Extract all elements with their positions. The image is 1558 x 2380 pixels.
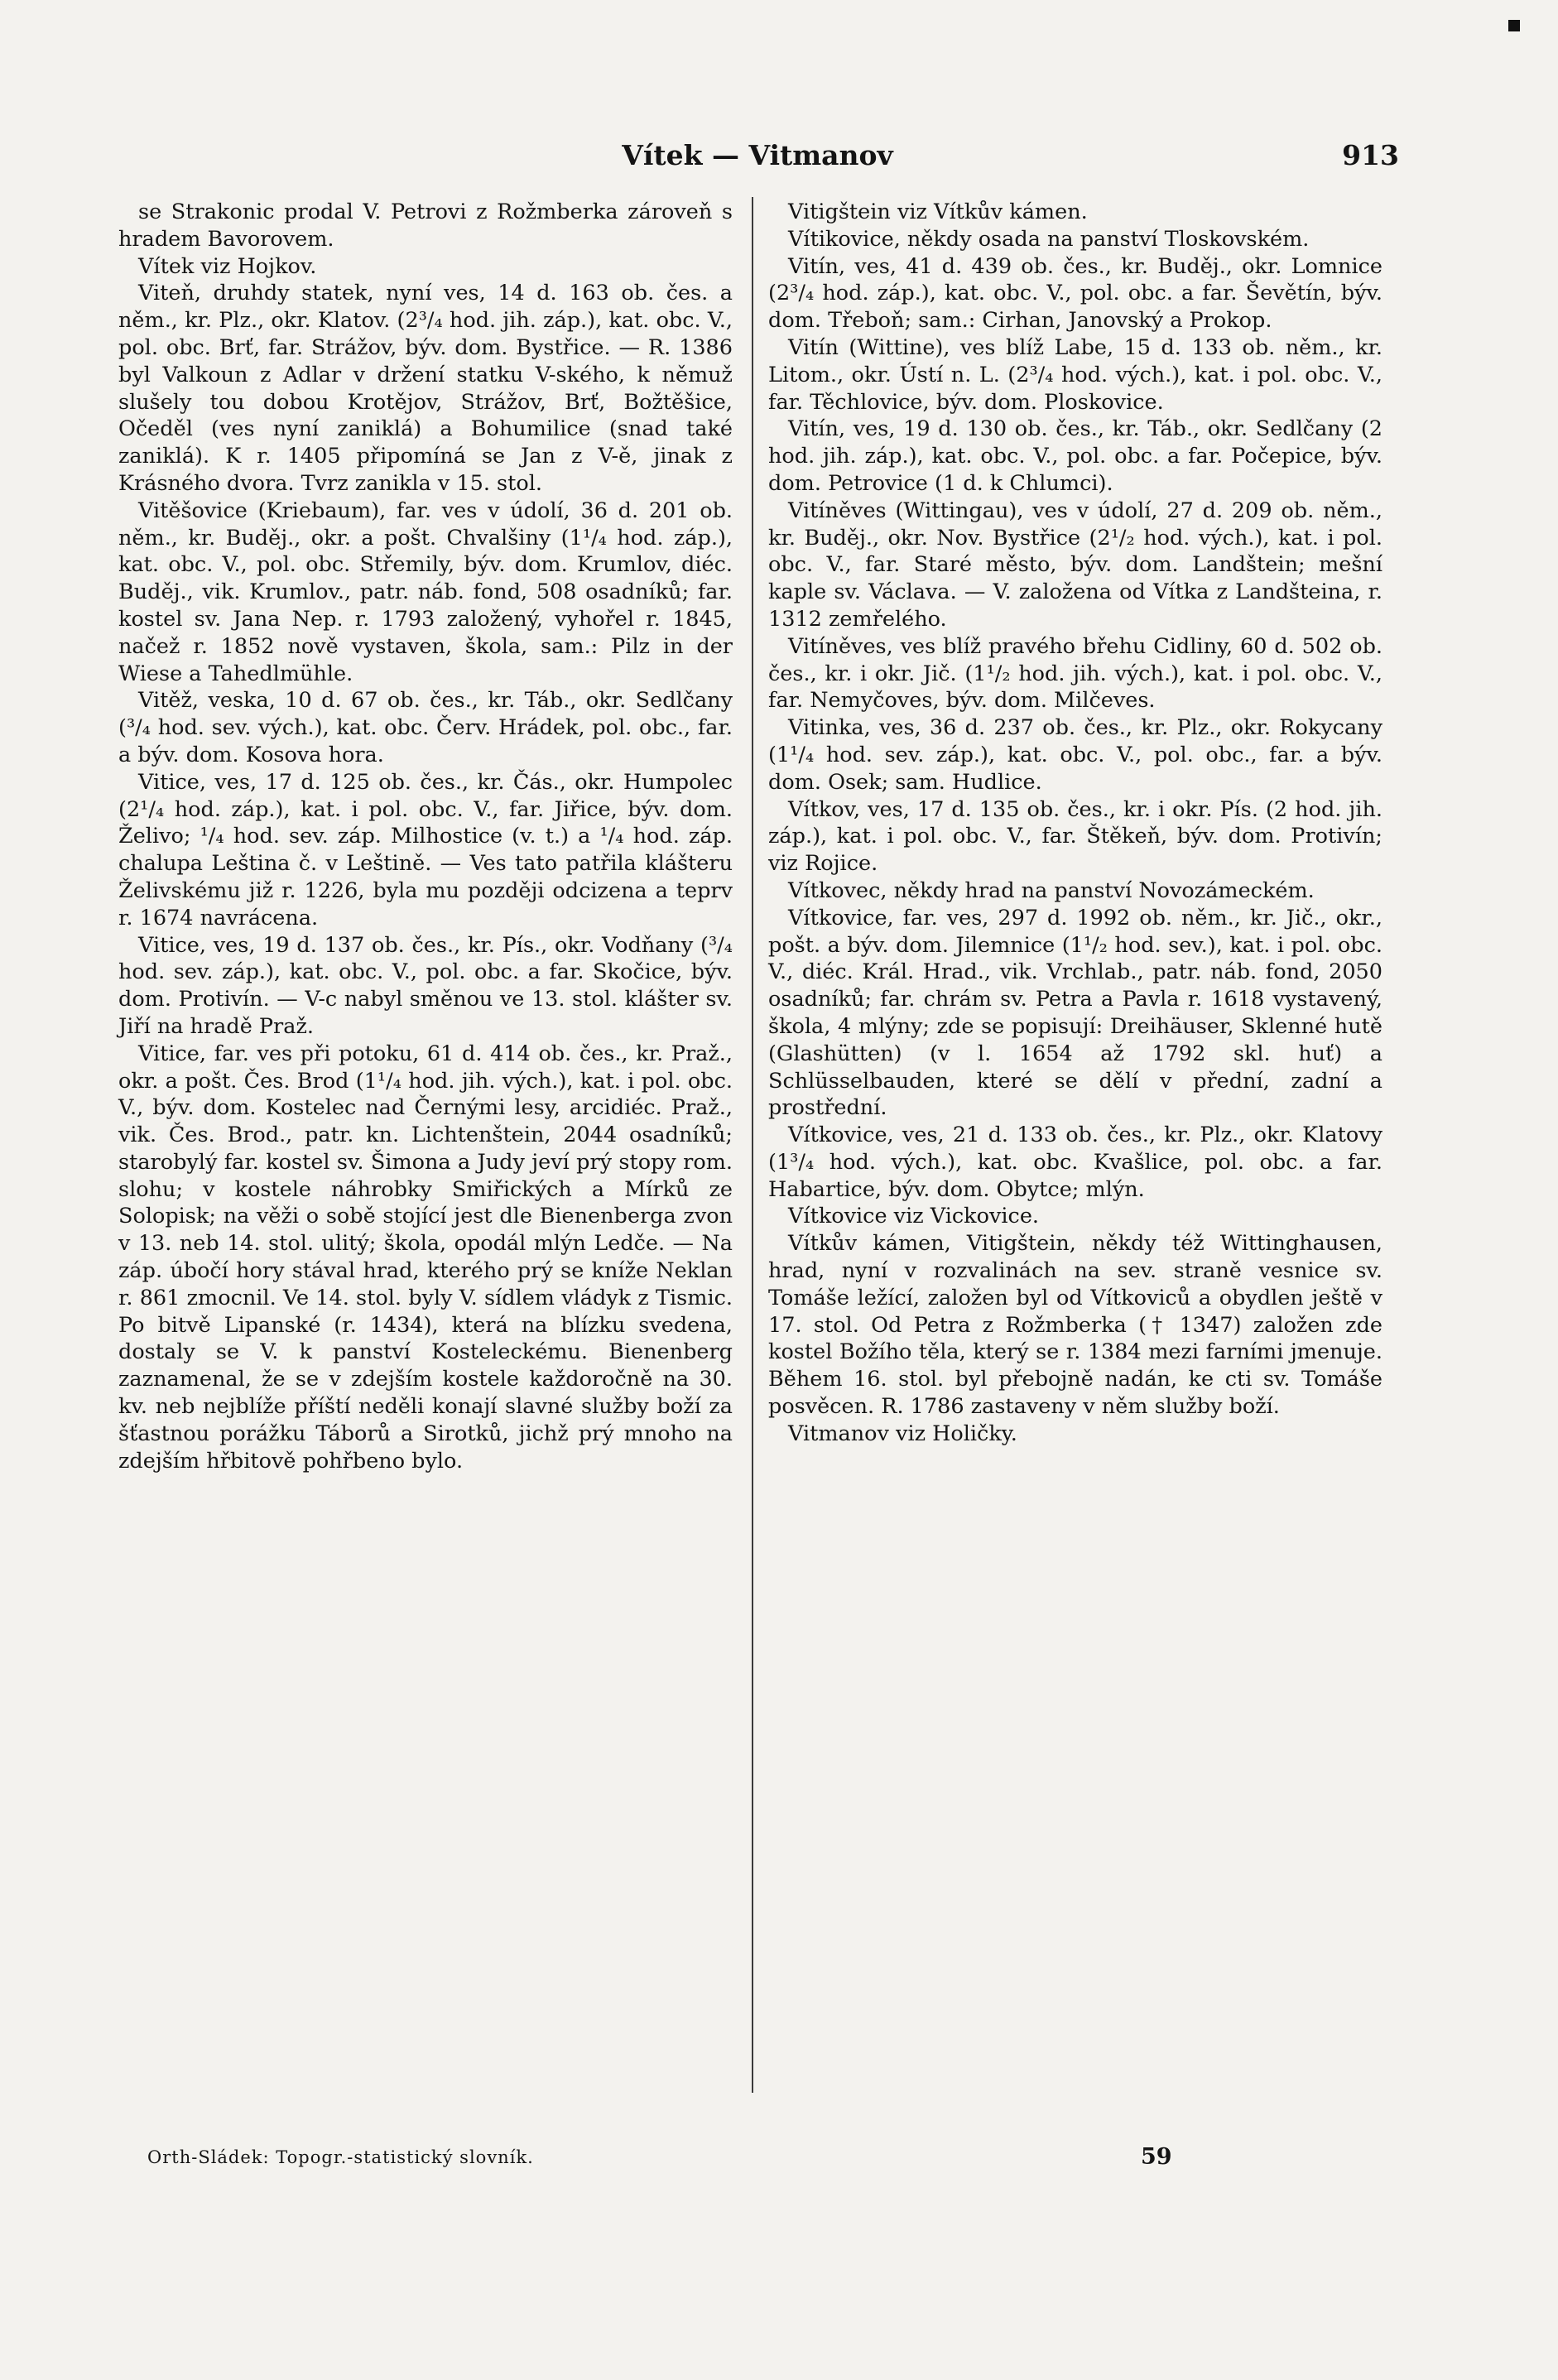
entry-paragraph: Vitín, ves, 41 d. 439 ob. čes., kr. Buděj., okr. Lomnice (2³/₄ hod. záp.), kat. obc. V., pol. obc. a far. Ševětín, býv. dom. Třeboň; sam.: Cirhan, Janovský a Prokop. (768, 253, 1382, 334)
entry-paragraph: se Strakonic prodal V. Petrovi z Rožmberka zároveň s hradem Bavorovem. (118, 200, 733, 252)
entry-paragraph: Vitín (Wittine), ves blíž Labe, 15 d. 133 ob. něm., kr. Litom., okr. Ústí n. L. (2³/₄ hod. vých.), kat. i pol. obc. V., far. Těchlovice, býv. dom. Ploskovice. (768, 334, 1382, 415)
entry-paragraph: Vitíněves, ves blíž pravého břehu Cidliny, 60 d. 502 ob. čes., kr. i okr. Jič. (1¹/₂ hod. jih. vých.), kat. i pol. obc. V., far. Nemyčoves, býv. dom. Milčeves. (768, 633, 1382, 714)
page-number: 913 (1342, 139, 1399, 171)
entry-paragraph: Vitice, ves, 17 d. 125 ob. čes., kr. Čás., okr. Humpolec (2¹/₄ hod. záp.), kat. i pol. obc. V., far. Jiřice, býv. dom. Želivo; ¹/₄ hod. sev. záp. Milhostice (v. t.) a ¹/₄ hod. záp. chalupa Leština č. v Leštině. — Ves tato patřila klášteru Želivskému již r. 1226, byla mu později odcizena a teprv r. 1674 navrácena. (118, 769, 733, 930)
page-header (116, 139, 1399, 185)
entry-paragraph: Viteň, druhdy statek, nyní ves, 14 d. 163 ob. čes. a něm., kr. Plz., okr. Klatov. (2³/₄ hod. jih. záp.), kat. obc. V., pol. obc. Brť, far. Strážov, býv. dom. Bystřice. — R. 1386 byl Valkoun z Adlar v držení statku V-ského, k němuž slušely tou dobou Krotějov, Strážov, Brť, Božtěšice, Očeděl (ves nyní zaniklá) a Bohumilice (snad také zaniklá). K r. 1405 připomíná se Jan z V-ě, jinak z Krásného dvora. Tvrz zanikla v 15. stol. (118, 281, 733, 496)
entry-paragraph: Vítkův kámen, Vitigštein, někdy též Wittinghausen, hrad, nyní v rozvalinách na sev. straně vesnice sv. Tomáše ležící, založen byl od Vítkoviců a obydlen ještě v 17. stol. Od Petra z Rožmberka († 1347) založen zde kostel Božího těla, který se r. 1384 mezi farními jmenuje. Během 16. stol. byl přebojně nadán, ke cti sv. Tomáše posvěcen. R. 1786 zastaveny v něm služby boží. (768, 1231, 1382, 1420)
entry-paragraph: Vitěž, veska, 10 d. 67 ob. čes., kr. Táb., okr. Sedlčany (³/₄ hod. sev. vých.), kat. obc. Červ. Hrádek, pol. obc., far. a býv. dom. Kosova hora. (118, 688, 733, 767)
column-divider (752, 197, 753, 2093)
entry-paragraph: Vítkovice, far. ves, 297 d. 1992 ob. něm., kr. Jič., okr., pošt. a býv. dom. Jilemnice (1¹/₂ hod. sev.), kat. i pol. obc. V., diéc. Král. Hrad., vik. Vrchlab., patr. náb. fond, 2050 osadníků; far. chrám sv. Petra a Pavla r. 1618 vystavený, škola, 4 mlýny; zde se popisují: Dreihäuser, Sklenné hutě (Glashütten) (v l. 1654 až 1792 skl. huť) a Schlüsselbauden, které se dělí v přední, zadní a prostřední. (768, 905, 1382, 1121)
entry-paragraph: Vitice, far. ves při potoku, 61 d. 414 ob. čes., kr. Praž., okr. a pošt. Čes. Brod (1¹/₄ hod. jih. vých.), kat. i pol. obc. V., býv. dom. Kostelec nad Černými lesy, arcidiéc. Praž., vik. Čes. Brod., patr. kn. Lichtenštein, 2044 osadníků; starobylý far. kostel sv. Šimona a Judy jeví prý stopy rom. slohu; v kostele náhrobky Smiřických a Mírků ze Solopisk; na věži o sobě stojící jest dle Bienenberga zvon v 13. neb 14. stol. ulitý; škola, opodál mlýn Ledče. — Na záp. úbočí hory stával hrad, kterého prý se kníže Neklan r. 861 zmocnil. Ve 14. stol. byly V. sídlem vládyk z Tismic. Po bitvě Lipanské (r. 1434), která na blízku svedena, dostaly se V. k panství Kosteleckému. Bienenberg zaznamenal, že se v zdejším kostele každoročně na 30. kv. neb nejblíže příští neděli konají slavné služby boží za šťastnou porážku Táborů a Sirotků, jichž prý mnoho na zdejším hřbitově pohřbeno bylo. (118, 1041, 733, 1474)
entry-paragraph: Vítkovice viz Vickovice. (788, 1204, 1040, 1229)
entry-paragraph: Vítkovice, ves, 21 d. 133 ob. čes., kr. Plz., okr. Klatovy (1³/₄ hod. vých.), kat. obc. Kvašlice, pol. obc. a far. Habartice, býv. dom. Obytce; mlýn. (768, 1123, 1382, 1202)
entry-paragraph: Vítek viz Hojkov. (138, 253, 317, 279)
right-column (768, 199, 1382, 1448)
entry-paragraph: Vitinka, ves, 36 d. 237 ob. čes., kr. Plz., okr. Rokycany (1¹/₄ hod. sev. záp.), kat. obc. V., pol. obc., far. a býv. dom. Osek; sam. Hudlice. (768, 715, 1382, 795)
footer-credit: Orth-Sládek: Topogr.-statistický slovník. (147, 2147, 534, 2167)
running-title: Vítek — Vitmanov (622, 139, 893, 171)
entry-paragraph: Vitigštein viz Vítkův kámen. (788, 200, 1088, 224)
entry-paragraph: Vítkov, ves, 17 d. 135 ob. čes., kr. i okr. Pís. (2 hod. jih. záp.), kat. i pol. obc. V., far. Štěkeň, býv. dom. Protivín; viz Rojice. (768, 796, 1382, 877)
corner-mark (1508, 20, 1520, 31)
signature-mark: 59 (1141, 2144, 1172, 2170)
page-footer (147, 2144, 1356, 2177)
entry-paragraph: Vitíněves (Wittingau), ves v údolí, 27 d. 209 ob. něm., kr. Buděj., okr. Nov. Bystřice (2¹/₂ hod. vých.), kat. i pol. obc. V., far. Staré město, býv. dom. Landštein; mešní kaple sv. Václava. — V. založena od Vítka z Landšteina, r. 1312 zemřelého. (768, 498, 1382, 632)
left-column (118, 199, 733, 1474)
entry-paragraph: Vitín, ves, 19 d. 130 ob. čes., kr. Táb., okr. Sedlčany (2 hod. jih. záp.), kat. obc. V., pol. obc. a far. Počepice, býv. dom. Petrovice (1 d. k Chlumci). (768, 416, 1382, 496)
entry-paragraph: Vitěšovice (Kriebaum), far. ves v údolí, 36 d. 201 ob. něm., kr. Buděj., okr. a pošt. Chvalšiny (1¹/₄ hod. záp.), kat. obc. V., pol. obc. Střemily, býv. dom. Krumlov, diéc. Buděj., vik. Krumlov., patr. náb. fond, 508 osadníků; far. kostel sv. Jana Nep. r. 1793 založený, vyhořel r. 1845, načež r. 1852 nově vystaven, škola, sam.: Pilz in der Wiese a Tahedlmühle. (118, 498, 733, 686)
entry-paragraph: Vítikovice, někdy osada na panství Tloskovském. (788, 226, 1310, 252)
entry-paragraph: Vitice, ves, 19 d. 137 ob. čes., kr. Pís., okr. Vodňany (³/₄ hod. sev. záp.), kat. obc. V., pol. obc. a far. Skočice, býv. dom. Protivín. — V-c nabyl směnou ve 13. stol. klášter sv. Jiří na hradě Praž. (118, 932, 733, 1039)
entry-paragraph: Vítkovec, někdy hrad na panství Novozámeckém. (788, 877, 1315, 903)
entry-paragraph: Vitmanov viz Holičky. (788, 1421, 1017, 1446)
